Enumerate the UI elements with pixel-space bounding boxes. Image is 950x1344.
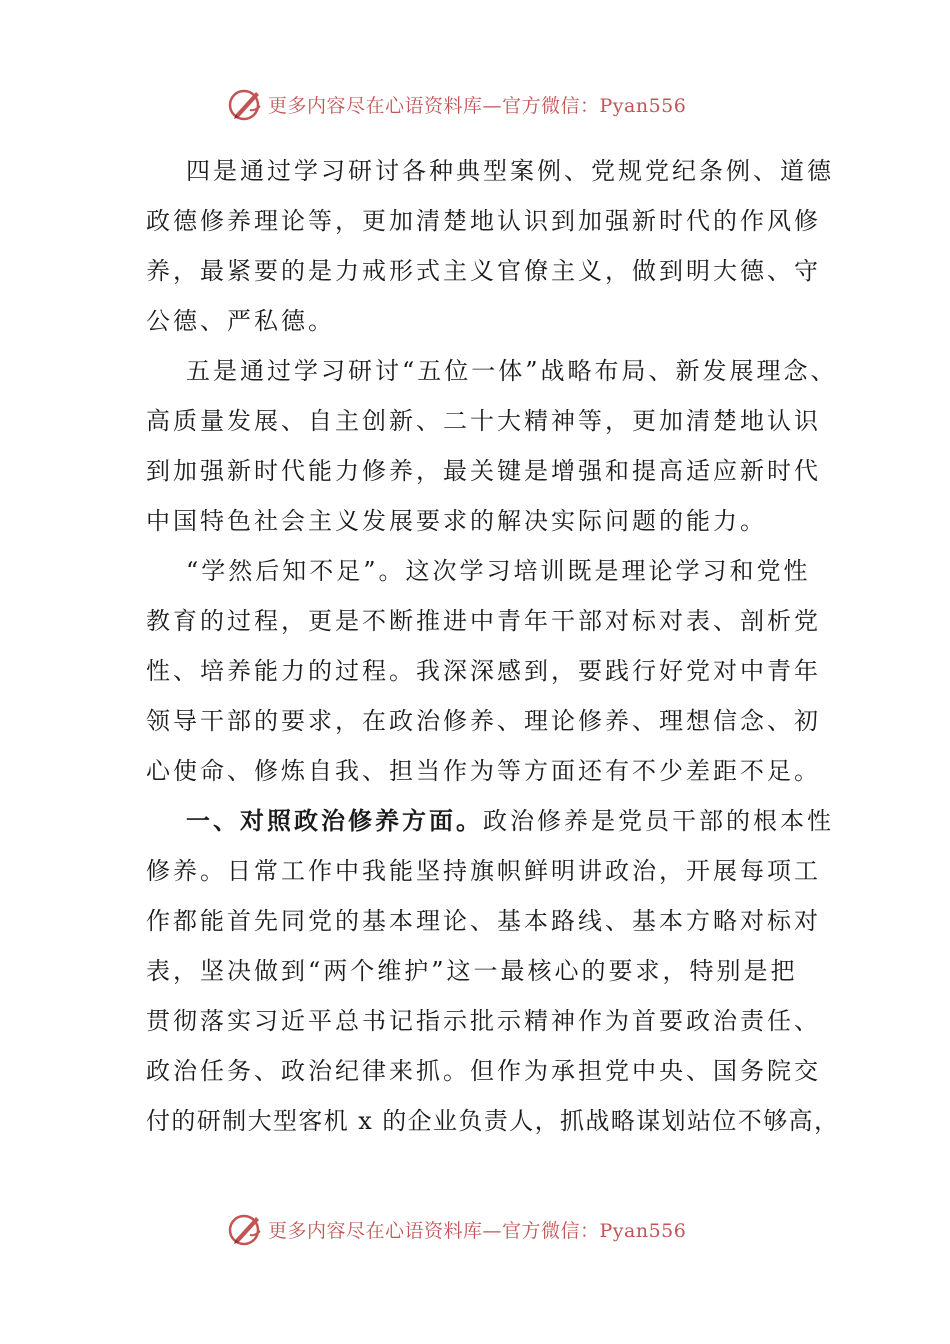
text-line: 到加强新时代能力修养，最关键是增强和提高适应新时代 <box>146 457 821 485</box>
text-line: 政德修养理论等，更加清楚地认识到加强新时代的作风修 <box>146 207 821 235</box>
text-line: 中国特色社会主义发展要求的解决实际问题的能力。 <box>146 507 767 535</box>
watermark-text: 更多内容尽在心语资料库—官方微信：Pyan556 <box>268 94 687 117</box>
text-line: 贯彻落实习近平总书记指示批示精神作为首要政治责任、 <box>146 1007 821 1035</box>
text-line: 领导干部的要求，在政治修养、理论修养、理想信念、初 <box>146 707 821 735</box>
paragraph-2 <box>146 346 838 546</box>
text-line: 表，坚决做到“两个维护”这一最核心的要求，特别是把 <box>146 957 798 985</box>
document-body <box>146 146 840 1146</box>
paragraph-1 <box>146 146 834 346</box>
text-line: 付的研制大型客机 x 的企业负责人，抓战略谋划站位不够高， <box>146 1107 840 1135</box>
watermark-text: 更多内容尽在心语资料库—官方微信：Pyan556 <box>268 1219 687 1242</box>
text-line: 心使命、修炼自我、担当作为等方面还有不少差距不足。 <box>146 757 821 785</box>
pen-circle-logo-icon <box>226 84 266 124</box>
text-line: 五是通过学习研讨“五位一体”战略布局、新发展理念、 <box>186 357 838 385</box>
text-line: 作都能首先同党的基本理论、基本路线、基本方略对标对 <box>146 907 821 935</box>
text-line <box>146 796 834 846</box>
text-line: 养，最紧要的是力戒形式主义官僚主义，做到明大德、守 <box>146 257 821 285</box>
text-line: 修养。日常工作中我能坚持旗帜鲜明讲政治，开展每项工 <box>146 857 821 885</box>
header-watermark <box>226 84 686 124</box>
text-line: 高质量发展、自主创新、二十大精神等，更加清楚地认识 <box>146 407 821 435</box>
text-run: 政治修养是党员干部的根本性 <box>483 807 834 835</box>
pen-circle-logo-icon <box>226 1209 266 1249</box>
text-line: 公德、严私德。 <box>146 307 335 335</box>
text-line: 性、培养能力的过程。我深深感到，要践行好党对中青年 <box>146 657 821 685</box>
text-line: 教育的过程，更是不断推进中青年干部对标对表、剖析党 <box>146 607 821 635</box>
paragraph-4 <box>146 796 840 1146</box>
text-line: “学然后知不足”。这次学习培训既是理论学习和党性 <box>186 557 811 585</box>
text-line: 政治任务、政治纪律来抓。但作为承担党中央、国务院交 <box>146 1057 821 1085</box>
paragraph-3 <box>146 546 821 796</box>
section-heading: 一、对照政治修养方面。 <box>186 806 483 835</box>
footer-watermark <box>226 1209 686 1249</box>
text-line: 四是通过学习研讨各种典型案例、党规党纪条例、道德 <box>186 157 834 185</box>
